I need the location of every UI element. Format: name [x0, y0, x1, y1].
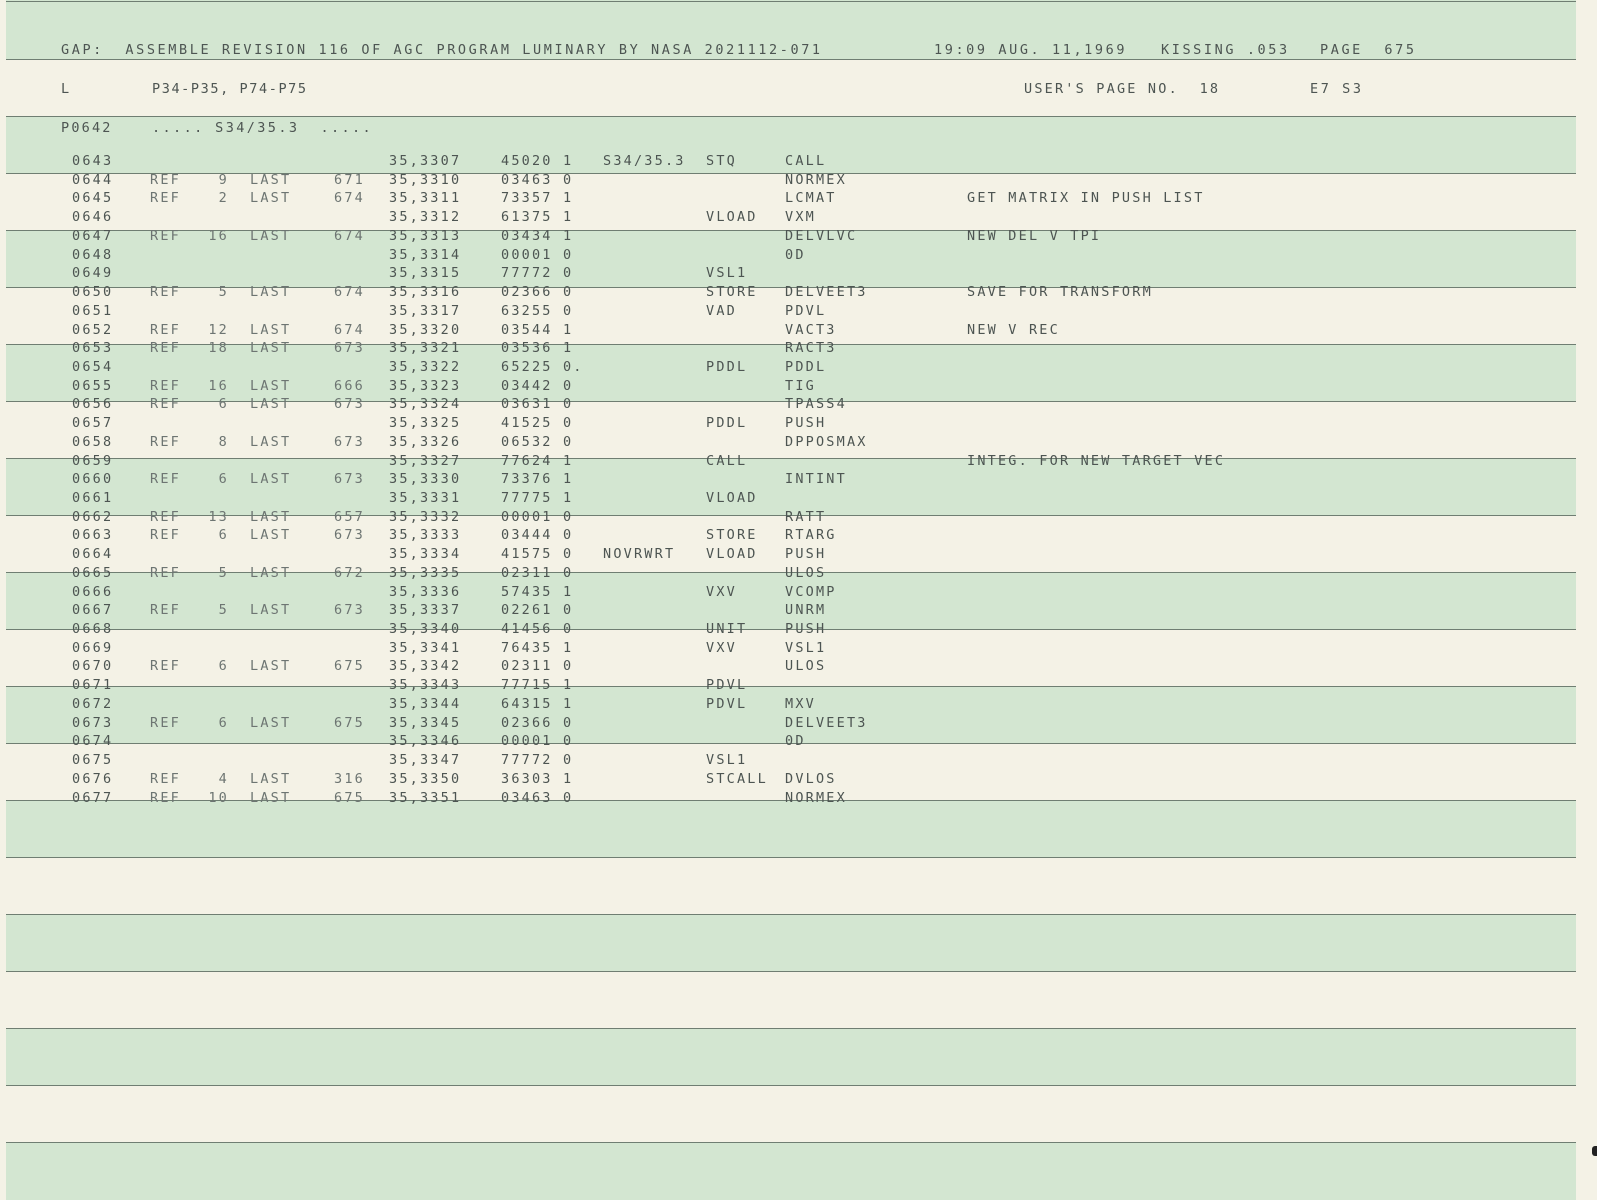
octal-word: 03442 0 — [501, 377, 574, 394]
octal-word: 77624 1 — [501, 452, 574, 469]
ref-tag: REF — [150, 564, 181, 581]
opcode: PDVL — [706, 677, 748, 694]
last-tag: LAST — [250, 377, 292, 394]
ref-tag: REF — [150, 658, 181, 675]
line-number: 0674 — [72, 733, 114, 750]
operand: VCOMP — [785, 583, 837, 600]
address: 35,3333 — [389, 527, 462, 544]
ref-tag: REF — [150, 471, 181, 488]
address: 35,3330 — [389, 471, 462, 488]
line-number: 0667 — [72, 602, 114, 619]
octal-word: 77772 0 — [501, 752, 574, 768]
operand: RACT3 — [785, 340, 837, 357]
ref-tag: REF — [150, 340, 181, 357]
last-line: 673 — [334, 602, 365, 619]
octal-word: 03434 1 — [501, 227, 574, 244]
ref-tag: REF — [150, 171, 181, 188]
operand: PUSH — [785, 415, 827, 432]
last-tag: LAST — [250, 770, 292, 787]
octal-word: 06532 0 — [501, 433, 574, 450]
opcode: VXV — [706, 639, 737, 656]
octal-word: 03631 0 — [501, 396, 574, 413]
operand: MXV — [785, 695, 816, 712]
line-number: 0652 — [72, 321, 114, 338]
line-number: 0653 — [72, 340, 114, 357]
last-line: 675 — [334, 789, 365, 806]
line-number: 0664 — [72, 546, 114, 563]
opcode: CALL — [706, 452, 748, 469]
operand: TPASS4 — [785, 396, 847, 413]
last-line: 673 — [334, 433, 365, 450]
line-number: 0673 — [72, 714, 114, 731]
line-number: 0666 — [72, 583, 114, 600]
line-number: 0665 — [72, 564, 114, 581]
ref-tag: REF — [150, 433, 181, 450]
last-tag: LAST — [250, 433, 292, 450]
operand: UNRM — [785, 602, 827, 619]
ref-count: 18 — [208, 340, 229, 357]
label: S34/35.3 — [603, 153, 686, 169]
last-line: 673 — [334, 396, 365, 413]
operand: PUSH — [785, 621, 827, 637]
comment: NEW DEL V TPI — [967, 227, 1102, 244]
comment: INTEG. FOR NEW TARGET VEC — [967, 452, 1226, 469]
address: 35,3321 — [389, 340, 462, 357]
subheader-letter: L — [61, 81, 72, 97]
line-number: 0660 — [72, 471, 114, 488]
octal-word: 76435 1 — [501, 639, 574, 656]
rule — [6, 1142, 1576, 1143]
ref-count: 6 — [218, 396, 229, 413]
line-number: 0661 — [72, 490, 114, 506]
line-number: 0657 — [72, 415, 114, 432]
address: 35,3320 — [389, 321, 462, 338]
operand: VXM — [785, 209, 816, 226]
last-line: 673 — [334, 340, 365, 357]
address: 35,3345 — [389, 714, 462, 731]
operand: VACT3 — [785, 321, 837, 338]
rule — [6, 971, 1576, 972]
line-number: 0668 — [72, 621, 114, 637]
opcode: PDDL — [706, 358, 748, 375]
address: 35,3347 — [389, 752, 462, 768]
opcode: VLOAD — [706, 546, 758, 563]
address: 35,3313 — [389, 227, 462, 244]
opcode: VLOAD — [706, 490, 758, 506]
opcode: STORE — [706, 527, 758, 544]
comment: NEW V REC — [967, 321, 1060, 338]
last-line: 673 — [334, 527, 365, 544]
section-id: P0642 — [61, 120, 113, 136]
ref-count: 5 — [218, 602, 229, 619]
rule — [6, 59, 1576, 60]
last-tag: LAST — [250, 321, 292, 338]
ref-count: 16 — [208, 227, 229, 244]
line-number: 0669 — [72, 639, 114, 656]
operand: 0D — [785, 246, 806, 263]
octal-word: 45020 1 — [501, 153, 574, 169]
address: 35,3324 — [389, 396, 462, 413]
ref-count: 6 — [218, 714, 229, 731]
line-number: 0675 — [72, 752, 114, 768]
operand: 0D — [785, 733, 806, 750]
last-tag: LAST — [250, 227, 292, 244]
line-number: 0656 — [72, 396, 114, 413]
octal-word: 41525 0 — [501, 415, 574, 432]
octal-word: 02311 0 — [501, 658, 574, 675]
octal-word: 02261 0 — [501, 602, 574, 619]
last-line: 675 — [334, 658, 365, 675]
operand: TIG — [785, 377, 816, 394]
address: 35,3334 — [389, 546, 462, 563]
address: 35,3311 — [389, 190, 462, 207]
line-number: 0662 — [72, 508, 114, 525]
address: 35,3317 — [389, 302, 462, 319]
opcode: VXV — [706, 583, 737, 600]
rule — [6, 686, 1576, 687]
ref-tag: REF — [150, 770, 181, 787]
line-number: 0651 — [72, 302, 114, 319]
operand: DELVLVC — [785, 227, 858, 244]
opcode: VAD — [706, 302, 737, 319]
octal-word: 77775 1 — [501, 490, 574, 506]
octal-word: 77715 1 — [501, 677, 574, 694]
last-line: 666 — [334, 377, 365, 394]
rule — [6, 914, 1576, 915]
last-line: 674 — [334, 190, 365, 207]
rule — [6, 116, 1576, 117]
ref-tag: REF — [150, 190, 181, 207]
last-tag: LAST — [250, 190, 292, 207]
ref-tag: REF — [150, 227, 181, 244]
ref-count: 2 — [218, 190, 229, 207]
line-number: 0655 — [72, 377, 114, 394]
operand: DELVEET3 — [785, 284, 868, 300]
band — [6, 1028, 1576, 1085]
ref-tag: REF — [150, 508, 181, 525]
octal-word: 73376 1 — [501, 471, 574, 488]
operand: CALL — [785, 153, 827, 169]
header-user: KISSING .053 — [1161, 42, 1290, 58]
ref-count: 5 — [218, 564, 229, 581]
last-line: 675 — [334, 714, 365, 731]
operand: LCMAT — [785, 190, 837, 207]
ref-tag: REF — [150, 714, 181, 731]
ref-tag: REF — [150, 396, 181, 413]
octal-word: 00001 0 — [501, 508, 574, 525]
opcode: STCALL — [706, 770, 768, 787]
address: 35,3344 — [389, 695, 462, 712]
last-tag: LAST — [250, 602, 292, 619]
ref-count: 16 — [208, 377, 229, 394]
address: 35,3343 — [389, 677, 462, 694]
last-tag: LAST — [250, 471, 292, 488]
header-page: PAGE 675 — [1320, 42, 1417, 58]
ref-tag: REF — [150, 602, 181, 619]
last-tag: LAST — [250, 396, 292, 413]
ref-count: 10 — [208, 789, 229, 806]
band — [6, 800, 1576, 857]
line-number: 0676 — [72, 770, 114, 787]
last-line: 674 — [334, 284, 365, 300]
last-tag: LAST — [250, 658, 292, 675]
octal-word: 03444 0 — [501, 527, 574, 544]
last-line: 674 — [334, 227, 365, 244]
octal-word: 02366 0 — [501, 284, 574, 300]
last-line: 674 — [334, 321, 365, 338]
operand: DPPOSMAX — [785, 433, 868, 450]
opcode: VLOAD — [706, 209, 758, 226]
line-number: 0649 — [72, 265, 114, 282]
last-tag: LAST — [250, 564, 292, 581]
address: 35,3310 — [389, 171, 462, 188]
address: 35,3331 — [389, 490, 462, 506]
last-tag: LAST — [250, 714, 292, 731]
address: 35,3327 — [389, 452, 462, 469]
comment: SAVE FOR TRANSFORM — [967, 284, 1153, 300]
octal-word: 65225 0. — [501, 358, 584, 375]
rule — [6, 1, 1576, 2]
octal-word: 57435 1 — [501, 583, 574, 600]
last-line: 673 — [334, 471, 365, 488]
line-number: 0654 — [72, 358, 114, 375]
octal-word: 77772 0 — [501, 265, 574, 282]
octal-word: 61375 1 — [501, 209, 574, 226]
line-number: 0677 — [72, 789, 114, 806]
ref-count: 12 — [208, 321, 229, 338]
operand: DVLOS — [785, 770, 837, 787]
ref-tag: REF — [150, 284, 181, 300]
line-number: 0650 — [72, 284, 114, 300]
address: 35,3316 — [389, 284, 462, 300]
ref-count: 6 — [218, 658, 229, 675]
address: 35,3336 — [389, 583, 462, 600]
line-number: 0663 — [72, 527, 114, 544]
last-line: 316 — [334, 770, 365, 787]
octal-word: 64315 1 — [501, 695, 574, 712]
octal-word: 03463 0 — [501, 789, 574, 806]
rule — [6, 1028, 1576, 1029]
last-line: 657 — [334, 508, 365, 525]
line-number: 0658 — [72, 433, 114, 450]
line-number: 0646 — [72, 209, 114, 226]
header-datetime: 19:09 AUG. 11,1969 — [934, 42, 1128, 58]
line-number: 0672 — [72, 695, 114, 712]
operand: RTARG — [785, 527, 837, 544]
line-number: 0659 — [72, 452, 114, 469]
octal-word: 02311 0 — [501, 564, 574, 581]
operand: RATT — [785, 508, 827, 525]
opcode: VSL1 — [706, 265, 748, 282]
address: 35,3312 — [389, 209, 462, 226]
operand: PDDL — [785, 358, 827, 375]
opcode: PDDL — [706, 415, 748, 432]
last-tag: LAST — [250, 284, 292, 300]
octal-word: 36303 1 — [501, 770, 574, 787]
address: 35,3322 — [389, 358, 462, 375]
address: 35,3314 — [389, 246, 462, 263]
address: 35,3325 — [389, 415, 462, 432]
octal-word: 73357 1 — [501, 190, 574, 207]
address: 35,3315 — [389, 265, 462, 282]
octal-word: 03544 1 — [501, 321, 574, 338]
address: 35,3346 — [389, 733, 462, 750]
section-label: ..... S34/35.3 ..... — [152, 120, 374, 136]
address: 35,3337 — [389, 602, 462, 619]
ref-tag: REF — [150, 321, 181, 338]
ref-count: 5 — [218, 284, 229, 300]
line-number: 0645 — [72, 190, 114, 207]
last-tag: LAST — [250, 508, 292, 525]
subheader-users-page: USER'S PAGE NO. 18 — [1024, 81, 1221, 97]
rule — [6, 857, 1576, 858]
ref-count: 6 — [218, 527, 229, 544]
binder-clip — [1592, 1146, 1597, 1156]
label: NOVRWRT — [603, 546, 676, 563]
address: 35,3326 — [389, 433, 462, 450]
subheader-range: P34-P35, P74-P75 — [152, 81, 308, 97]
subheader-code: E7 S3 — [1310, 81, 1364, 97]
octal-word: 63255 0 — [501, 302, 574, 319]
opcode: VSL1 — [706, 752, 748, 768]
operand: PUSH — [785, 546, 827, 563]
address: 35,3341 — [389, 639, 462, 656]
octal-word: 03536 1 — [501, 340, 574, 357]
ref-count: 4 — [218, 770, 229, 787]
comment: GET MATRIX IN PUSH LIST — [967, 190, 1205, 207]
last-tag: LAST — [250, 789, 292, 806]
ref-count: 8 — [218, 433, 229, 450]
operand: PDVL — [785, 302, 827, 319]
rule — [6, 1085, 1576, 1086]
rule — [6, 458, 1576, 459]
opcode: UNIT — [706, 621, 748, 637]
operand: NORMEX — [785, 171, 847, 188]
octal-word: 02366 0 — [501, 714, 574, 731]
band — [6, 1142, 1576, 1200]
address: 35,3342 — [389, 658, 462, 675]
operand: DELVEET3 — [785, 714, 868, 731]
header-title: GAP: ASSEMBLE REVISION 116 OF AGC PROGRAM LUMINARY BY NASA 2021112-071 — [61, 42, 823, 58]
opcode: STQ — [706, 153, 737, 169]
address: 35,3323 — [389, 377, 462, 394]
operand: ULOS — [785, 658, 827, 675]
operand: ULOS — [785, 564, 827, 581]
octal-word: 00001 0 — [501, 246, 574, 263]
ref-tag: REF — [150, 377, 181, 394]
octal-word: 03463 0 — [501, 171, 574, 188]
opcode: PDVL — [706, 695, 748, 712]
octal-word: 41456 0 — [501, 621, 574, 637]
address: 35,3351 — [389, 789, 462, 806]
last-tag: LAST — [250, 171, 292, 188]
operand: INTINT — [785, 471, 847, 488]
line-number: 0643 — [72, 153, 114, 169]
address: 35,3307 — [389, 153, 462, 169]
last-line: 672 — [334, 564, 365, 581]
band — [6, 914, 1576, 971]
last-tag: LAST — [250, 527, 292, 544]
ref-tag: REF — [150, 527, 181, 544]
line-number: 0648 — [72, 246, 114, 263]
octal-word: 00001 0 — [501, 733, 574, 750]
octal-word: 41575 0 — [501, 546, 574, 563]
last-tag: LAST — [250, 340, 292, 357]
line-number: 0671 — [72, 677, 114, 694]
ref-count: 13 — [208, 508, 229, 525]
operand: VSL1 — [785, 639, 827, 656]
ref-count: 9 — [218, 171, 229, 188]
opcode: STORE — [706, 284, 758, 300]
ref-count: 6 — [218, 471, 229, 488]
line-number: 0644 — [72, 171, 114, 188]
address: 35,3332 — [389, 508, 462, 525]
ref-tag: REF — [150, 789, 181, 806]
last-line: 671 — [334, 171, 365, 188]
line-number: 0647 — [72, 227, 114, 244]
address: 35,3340 — [389, 621, 462, 637]
line-number: 0670 — [72, 658, 114, 675]
address: 35,3350 — [389, 770, 462, 787]
operand: NORMEX — [785, 789, 847, 806]
address: 35,3335 — [389, 564, 462, 581]
